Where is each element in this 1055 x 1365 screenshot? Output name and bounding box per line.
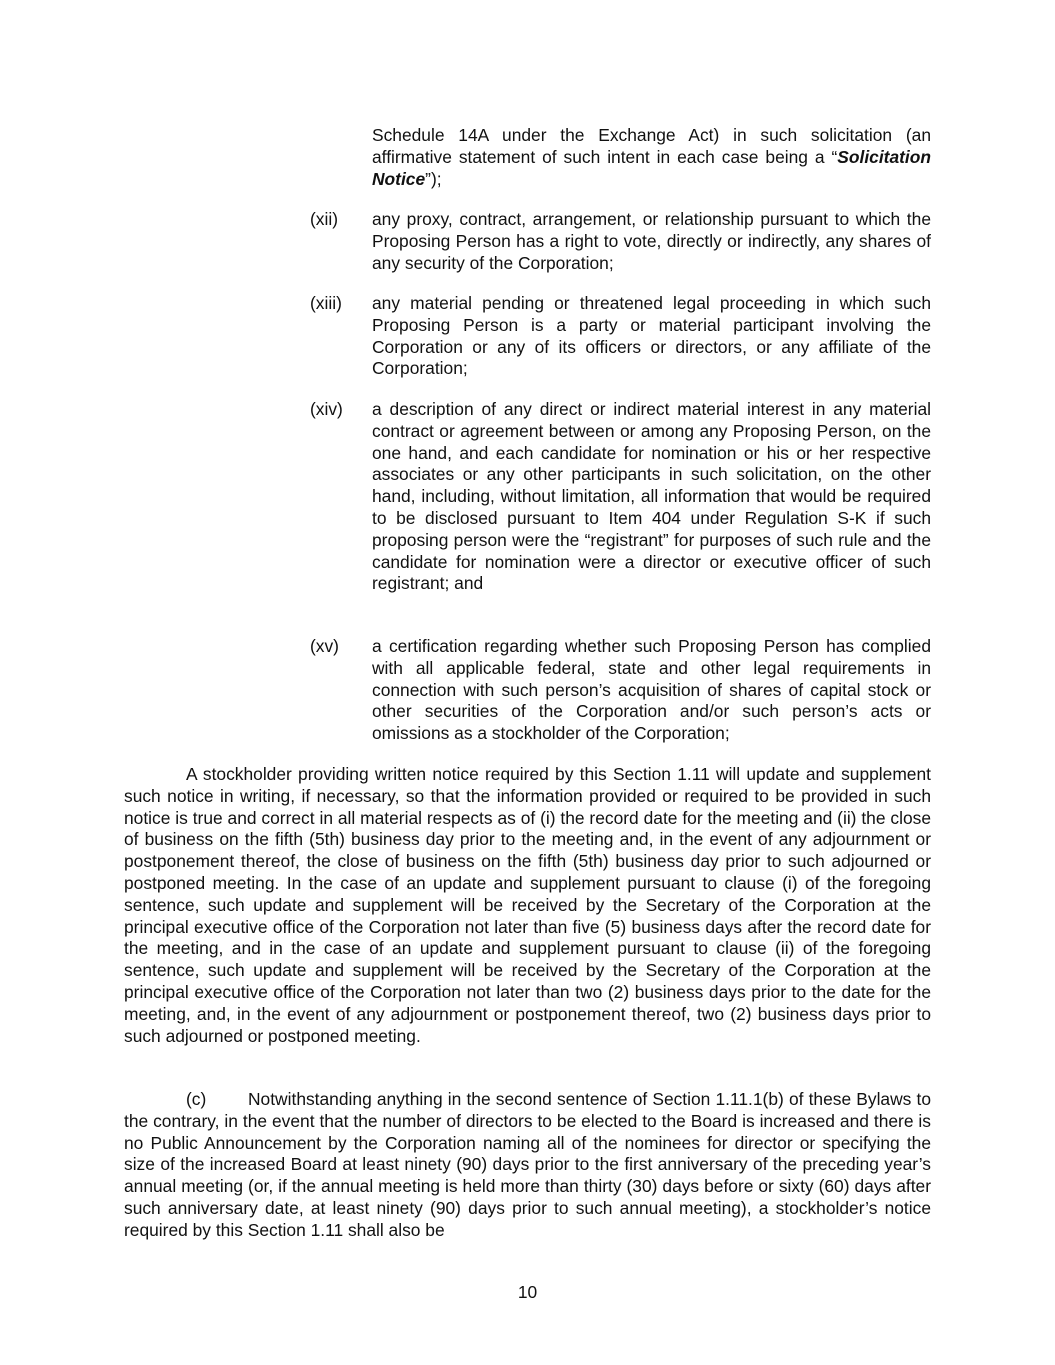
defined-term-solicitation-notice: Solicitation Notice [372, 146, 931, 189]
list-item-label: (xiii) [310, 293, 342, 313]
continuation-closing: ”); [425, 168, 442, 189]
list-item-text: any material pending or threatened legal proceeding in which such Proposing Person is a party or material participant involving the Corporation or any of its officers or directors, or any affiliate of the Corporation; [372, 293, 931, 379]
page-number: 10 [517, 1282, 538, 1302]
list-item-label: (xiv) [310, 399, 343, 419]
paragraph-c-text: Notwithstanding anything in the second sentence of Section 1.11.1(b) of these Bylaws to the contrary, in the event that the number of directors to be elected to the Board is increased and there is no Public Announcement by the Corporation naming all of the nominees for director or specifying the size of the increased Board at least ninety (90) days prior to the first anniversary of the preceding year’s annual meeting (or, if the annual meeting is held more than thirty (30) days before or sixty (60) days after such anniversary date, at least ninety (90) days prior to such annual meeting), a stockholder’s notice required by this Section 1.11 shall also be [124, 1089, 931, 1240]
list-item-label: (xii) [310, 209, 339, 229]
list-item-text: a description of any direct or indirect material interest in any material contract or agreement between or among any Proposing Person, on the one hand, and each candidate for nomination or his or her respective associates or any other participants in such solicitation, on the other hand, including, without limitation, all information that would be required to be disclosed pursuant to Item 404 under Regulation S-K if such proposing person were the “registrant” for purposes of such rule and the candidate for nomination were a director or executive officer of such registrant; and [372, 399, 931, 594]
paragraph-c [124, 1089, 931, 1242]
list-item-text: a certification regarding whether such Proposing Person has complied with all applicable federal, state and other legal requirements in connection with such person’s acquisition of shares of capital stock or other securities of the Corporation and/or such person’s acts or omissions as a stockholder of the Corporation; [372, 636, 931, 744]
continuation-paragraph [372, 125, 931, 190]
paragraph-c-label: (c) [186, 1089, 207, 1109]
update-supplement-paragraph: A stockholder providing written notice required by this Section 1.11 will update and supplement such notice in writing, if necessary, so that the information provided or required to be provided in such notice is true and correct in all material respects as of (i) the record date for the meeting and (ii) the close of business on the fifth (5th) business day prior to the meeting and, in the event of any adjournment or postponement thereof, the close of business on the fifth (5th) business day prior to such adjourned or postponed meeting. In the case of an update and supplement pursuant to clause (i) of the foregoing sentence, such update and supplement will be received by the Secretary of the Corporation at the principal executive office of the Corporation not later than five (5) business days after the record date for the meeting, and in the case of an update and supplement pursuant to clause (ii) of the foregoing sentence, such update and supplement will be received by the Secretary of the Corporation at the principal executive office of the Corporation not later than two (2) business days prior to the date for the meeting, and, in the event of any adjournment or postponement thereof, two (2) business days prior to such adjourned or postponed meeting. [124, 764, 931, 1046]
list-item-label: (xv) [310, 636, 339, 656]
list-item-text: any proxy, contract, arrangement, or relationship pursuant to which the Proposing Person has a right to vote, directly or indirectly, any shares of any security of the Corporation; [372, 209, 931, 273]
continuation-text: Schedule 14A under the Exchange Act) in such solicitation (an affirmative statement of such intent in each case being a “ [372, 125, 931, 167]
